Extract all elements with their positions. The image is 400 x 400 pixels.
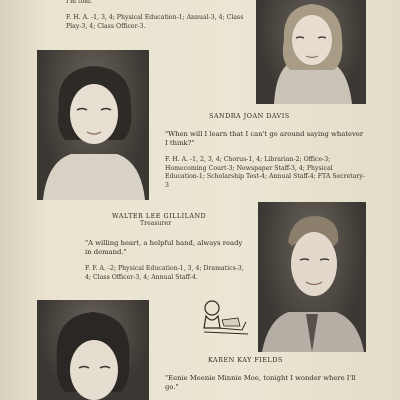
- walter-quote: "A willing heart, a helpful hand, always ready in demand.": [85, 239, 243, 257]
- walter-activities: F. F. A. -2; Physical Education-1, 3, 4; Dramatics-3, 4; Class Officer-3, 4; Annual Staff-4.: [85, 265, 244, 281]
- top-quote-tail: I'm told.": [66, 0, 95, 5]
- walter-title: Treasurer: [140, 220, 172, 227]
- sandra-name: SANDRA JOAN DAVIS: [209, 112, 290, 120]
- top-activities: F. H. A. -1, 3, 4; Physical Education-1; Annual-3, 4; Class Play-3, 4; Class Officer-3.: [66, 14, 244, 30]
- portrait-top-right: [256, 0, 366, 104]
- karen-name: KAREN KAY FIELDS: [208, 356, 283, 364]
- portrait-walter: [258, 202, 366, 352]
- karen-quote: "Eenie Meenie Minnie Moe, tonight I wonder where I'll go.": [165, 374, 356, 392]
- portrait-karen: [37, 300, 149, 400]
- walter-name: WALTER LEE GILLILAND: [112, 212, 207, 220]
- portrait-sandra: [37, 50, 149, 200]
- sandra-quote: "When will I learn that I can't go around saying whatever I think?": [165, 130, 364, 148]
- cartoon-illustration: [198, 298, 254, 340]
- sandra-activities: F. H. A. -1, 2, 3, 4; Chorus-1, 4; Librarian-2; Office-3; Homecoming Court-3; Newspaper Staff-3, 4; Physical Education-1; Scholarship Test-4; Annual Staff-4; FTA Secretary-3: [165, 156, 365, 189]
